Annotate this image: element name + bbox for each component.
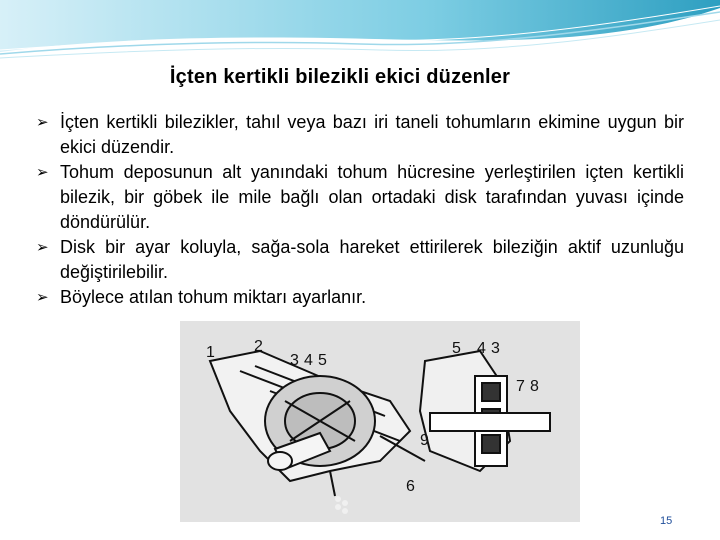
diagram-label: 3	[491, 340, 500, 357]
diagram-label: 4	[304, 352, 313, 369]
bullet-item: ➢ Böylece atılan tohum miktarı ayarlanır.	[36, 285, 684, 310]
diagram-label: 5	[318, 352, 327, 369]
diagram-label: 7	[516, 378, 525, 395]
arrow-bullet-icon: ➢	[36, 164, 49, 181]
bullet-item: ➢ İçten kertikli bilezikler, tahıl veya bazı iri taneli tohumların ekimine uygun bir ekici düzendir.	[36, 112, 684, 157]
diagram-label: 3	[290, 352, 299, 369]
arrow-bullet-icon: ➢	[36, 289, 49, 306]
diagram-label: 5	[452, 340, 461, 357]
diagram-label: 1	[206, 344, 215, 361]
bullet-item: ➢ Tohum deposunun alt yanındaki tohum hücresine yerleştirilen içten kertikli bilezik, bir göbek ile mile bağlı olan ortadaki disk tarafından yuvası içinde döndürülür.	[36, 162, 684, 232]
diagram-label: 9	[420, 432, 429, 449]
diagram-label: 2	[254, 338, 263, 355]
arrow-bullet-icon: ➢	[36, 114, 49, 131]
bullet-list	[36, 110, 684, 310]
arrow-bullet-icon: ➢	[36, 239, 49, 256]
seed-drill-diagram	[180, 321, 580, 522]
bullet-item: ➢ Disk bir ayar koluyla, sağa-sola hareket ettirilerek bileziğin aktif uzunluğu değiştirilebilir.	[36, 237, 684, 282]
diagram-label: 8	[530, 378, 539, 395]
page-number: 15	[660, 515, 673, 527]
diagram-label: 4	[477, 340, 486, 357]
slide-title: İçten kertikli bilezikli ekici düzenler	[169, 66, 511, 88]
diagram-label: 6	[406, 478, 415, 495]
